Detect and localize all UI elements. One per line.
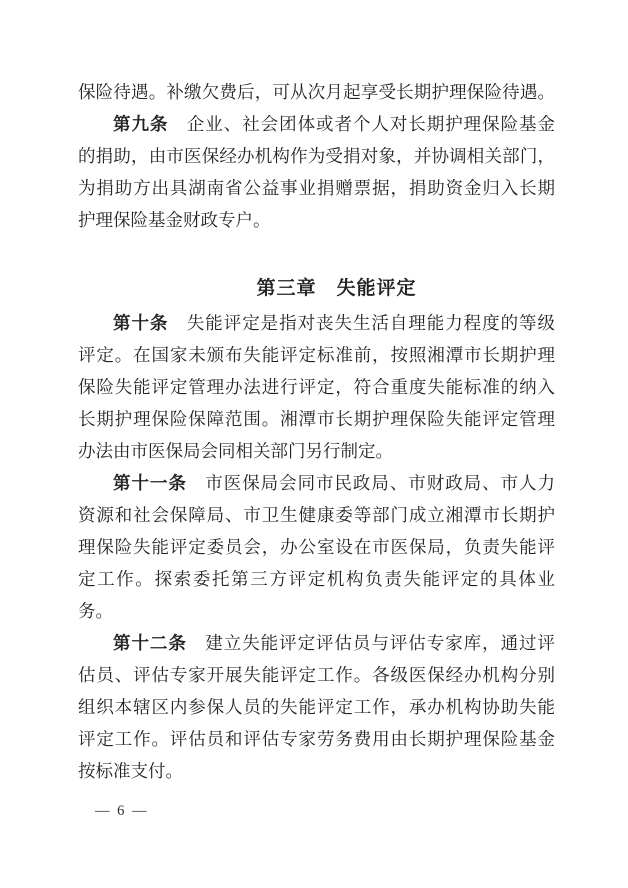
line-text: 保险待遇。补缴欠费后，可从次月起享受长期护理保险待遇。 — [78, 82, 555, 102]
line-text: 评定。在国家未颁布失能评定标准前，按照湘潭市长期护理 — [78, 345, 555, 365]
line-text: 估员、评估专家开展失能评定工作。各级医保经办机构分别 — [78, 665, 555, 685]
line-text: 企业、社会团体或者个人对长期护理保险基金 — [168, 114, 556, 134]
line-text: 为捐助方出具湖南省公益事业捐赠票据，捐助资金归入长期 — [78, 178, 555, 198]
body-line — [78, 307, 555, 339]
body-line — [78, 659, 555, 691]
body-line — [78, 371, 555, 403]
line-text: 市医保局会同市民政局、市财政局、市人力 — [186, 473, 556, 493]
body-line — [78, 76, 555, 108]
body-line — [78, 531, 555, 563]
line-text: 护理保险基金财政专户。 — [78, 210, 271, 230]
page-number: — 6 — — [95, 803, 149, 819]
article-number: 第十二条 — [113, 633, 187, 653]
line-text: 办法由市医保局会同相关部门另行制定。 — [78, 441, 393, 461]
body-line — [78, 108, 555, 140]
line-text: 理保险失能评定委员会，办公室设在市医保局，负责失能评 — [78, 537, 555, 557]
body-line — [78, 172, 555, 204]
body-line — [78, 691, 555, 723]
line-text: 务。 — [78, 601, 113, 621]
body-line — [78, 204, 555, 236]
line-text: 长期护理保险保障范围。湘潭市长期护理保险失能评定管理 — [78, 409, 555, 429]
body-line — [78, 140, 555, 172]
line-text: 定工作。探索委托第三方评定机构负责失能评定的具体业 — [78, 569, 555, 589]
line-text: 的捐助，由市医保经办机构作为受捐对象，并协调相关部门， — [78, 146, 555, 166]
body-line — [78, 563, 555, 595]
body-line — [78, 403, 555, 435]
body-line — [78, 723, 555, 755]
line-text: 资源和社会保障局、市卫生健康委等部门成立湘潭市长期护 — [78, 505, 555, 525]
chapter-heading: 第三章 失能评定 — [256, 278, 417, 299]
line-text: 评定工作。评估员和评估专家劳务费用由长期护理保险基金 — [78, 729, 555, 749]
body-line — [78, 339, 555, 371]
article-number: 第十条 — [113, 313, 169, 333]
line-text: 保险失能评定管理办法进行评定，符合重度失能标准的纳入 — [78, 377, 555, 397]
article-number: 第九条 — [113, 114, 169, 134]
line-text: 失能评定是指对丧失生活自理能力程度的等级 — [168, 313, 556, 333]
body-line — [78, 467, 555, 499]
body-line — [78, 755, 555, 787]
line-text: 按标准支付。 — [78, 761, 183, 781]
body-line — [78, 499, 555, 531]
body-line — [78, 627, 555, 659]
body-line — [78, 435, 555, 467]
article-number: 第十一条 — [113, 473, 187, 493]
line-text: 建立失能评定评估员与评估专家库，通过评 — [186, 633, 556, 653]
document-body — [78, 76, 555, 787]
line-text: 组织本辖区内参保人员的失能评定工作，承办机构协助失能 — [78, 697, 555, 717]
body-line — [78, 595, 555, 627]
